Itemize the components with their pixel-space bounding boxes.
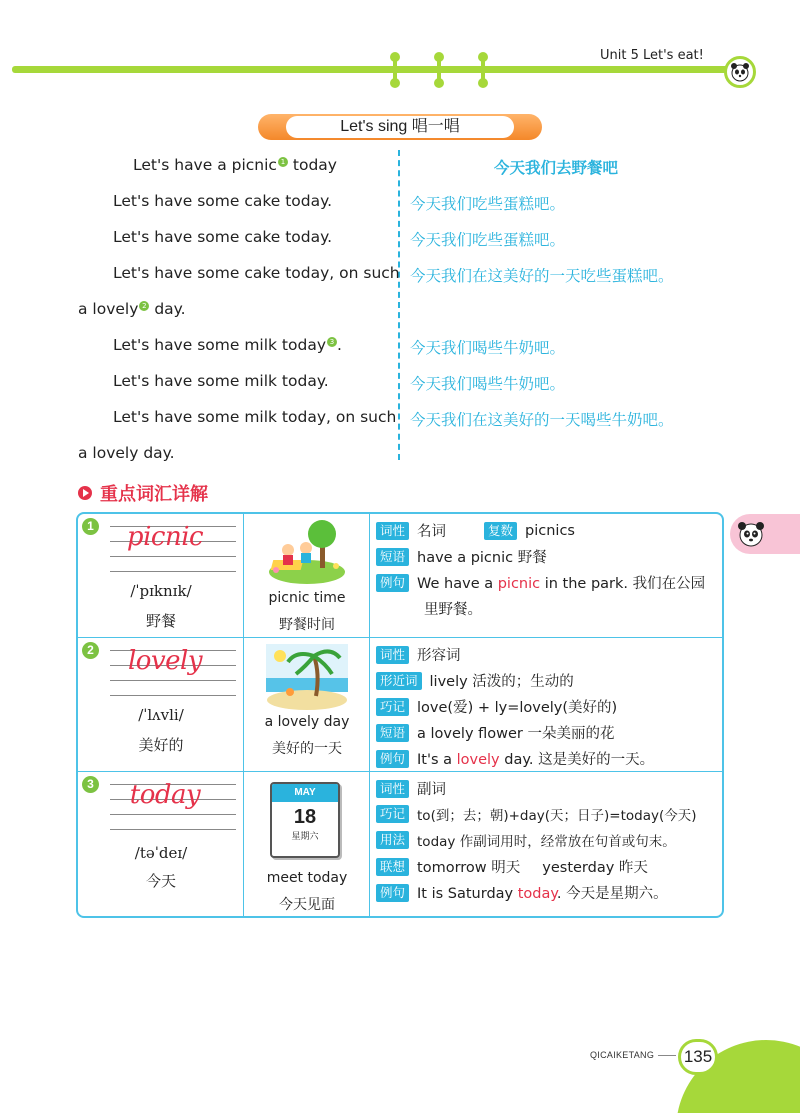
phonetic: /ˈpɪknɪk/ [130,582,192,600]
entry-text: have a picnic 野餐 [417,550,547,566]
sing-title-banner [258,114,542,140]
entry [376,882,668,903]
entry [376,856,648,877]
picture-cell [244,638,370,771]
picture-cell [244,514,370,637]
song-line [78,300,186,318]
song-text: Let's have some milk today [113,336,327,354]
entry [376,696,617,717]
song-title-cn: 今天我们去野餐吧 [494,159,619,177]
entry-tag: 巧记 [376,698,409,716]
vocab-table [76,512,724,918]
song-line [113,336,342,354]
song-line-cn: 今天我们在这美好的一天吃些蛋糕吧。 [410,267,674,285]
song-line: Let's have some cake today, on such [113,264,400,282]
song-line: Let's have some milk today. [113,372,329,390]
section-heading [78,480,208,506]
word-meaning: 野餐 [145,612,176,630]
entry-tag: 巧记 [376,805,409,823]
word-meaning: 今天 [145,872,176,890]
song-text: a lovely [78,300,139,318]
entry-text: picnics [525,522,575,539]
song-text: Let's have a picnic [133,156,277,174]
song-line-cn: 今天我们在这美好的一天喝些牛奶吧。 [410,411,674,429]
calendar-illustration [270,782,340,858]
row-number: 2 [82,642,99,659]
note-marker: 2 [139,301,149,311]
vocab-row [78,638,722,772]
picture-caption-cn: 野餐时间 [279,617,335,633]
song-line-cn: 今天我们吃些蛋糕吧。 [410,195,566,213]
entry-tag: 词性 [376,646,409,664]
note-marker: 1 [278,157,288,167]
entry-text: tomorrow 明天 [417,860,521,876]
side-tab [730,514,800,554]
page-number: 135 [678,1039,718,1075]
entry-text: lively 活泼的；生动的 [429,674,574,690]
entry-tag: 短语 [376,724,409,742]
vocab-row [78,772,722,918]
entry-text: today 作副词用时，经常放在句首或句末。 [417,834,676,850]
picture-caption-cn: 今天见面 [279,897,335,913]
entry [376,748,654,769]
picture-caption: a lovely day [264,714,350,730]
entry-tag: 短语 [376,548,409,566]
entry-tag: 例句 [376,750,409,768]
panda-icon [736,520,766,548]
entry [376,778,446,799]
entry [376,546,547,567]
entry-text: It is Saturday today. 今天是星期六。 [417,886,668,902]
entry [376,722,615,743]
word-cell [78,638,244,771]
calendar-weekday: 星期六 [291,831,319,841]
song-line: Let's have some cake today. [113,228,333,246]
section-heading-text: 重点词汇详解 [100,484,208,505]
script-word: lovely [127,646,203,676]
vocab-row [78,514,722,638]
entry [376,520,575,541]
binder-clip [478,52,488,88]
entry-text: a lovely flower 一朵美丽的花 [417,726,615,742]
script-word: picnic [126,522,204,552]
entry [376,572,705,593]
calendar-day: 18 [293,806,317,828]
entry [376,830,676,850]
entry-text: We have a picnic in the park. 我们在公园 [417,576,706,592]
song-line-cn: 今天我们吃些蛋糕吧。 [410,231,566,249]
entry-tag: 形近词 [376,672,422,690]
entry-tag: 联想 [376,858,409,876]
highlight-word: picnic [497,576,541,592]
picnic-illustration [266,520,348,586]
entry-tag: 词性 [376,522,409,540]
song-line: a lovely day. [78,444,175,462]
explanation-cell [370,772,722,918]
picture-caption-cn: 美好的一天 [272,741,342,757]
row-number: 1 [82,518,99,535]
song-line: Let's have some cake today. [113,192,333,210]
entry-text: yesterday 昨天 [542,860,648,876]
entry-tag: 例句 [376,884,409,902]
song-line: Let's have some milk today, on such [113,408,397,426]
sing-title: Let's sing 唱一唱 [286,116,514,138]
binder-clip [390,52,400,88]
phonetic: /ˈlʌvli/ [138,706,184,724]
entry-text: It's a lovely day. 这是美好的一天。 [417,752,655,768]
footer-divider [658,1055,676,1056]
picture-cell [244,772,370,918]
song-text: today [287,156,337,174]
binder-clip [434,52,444,88]
entry-tag: 例句 [376,574,409,592]
play-icon [78,486,92,500]
highlight-word: lovely [456,752,500,768]
song-text: . [337,336,342,354]
phonetic: /təˈdeɪ/ [134,844,188,862]
entry-tag: 复数 [484,522,517,540]
word-meaning: 美好的 [138,736,184,754]
entry [376,670,574,691]
song-text: day. [149,300,186,318]
word-cell [78,772,244,918]
highlight-word: today [517,886,557,902]
calendar-month: MAY [272,784,338,802]
script-word: today [129,780,201,810]
word-cell [78,514,244,637]
header-bar [12,66,736,73]
entry-text: 形容词 [417,648,461,664]
picture-caption: picnic time [268,590,346,606]
picture-caption: meet today [266,870,348,886]
unit-label: Unit 5 Let's eat! [600,48,704,63]
entry-tag: 词性 [376,780,409,798]
footer-label: QICAIKETANG [590,1050,655,1060]
explanation-cell [370,638,722,771]
entry-continuation: 里野餐。 [424,602,482,618]
entry [376,644,461,665]
panda-icon [724,56,756,88]
explanation-cell [370,514,722,637]
song-title-line [133,156,337,174]
entry-text: 副词 [417,782,447,798]
entry-tag: 用法 [376,831,409,849]
song-divider [398,150,400,460]
song-line-cn: 今天我们喝些牛奶吧。 [410,375,566,393]
entry-text: to(到；去；朝)+day(天；日子)=today(今天) [417,808,697,824]
entry [376,804,697,824]
entry-text: love(爱) + ly=lovely(美好的) [417,700,618,716]
row-number: 3 [82,776,99,793]
song-line-cn: 今天我们喝些牛奶吧。 [410,339,566,357]
beach-illustration [266,644,348,710]
note-marker: 3 [327,337,337,347]
entry-text: 名词 [417,524,447,540]
